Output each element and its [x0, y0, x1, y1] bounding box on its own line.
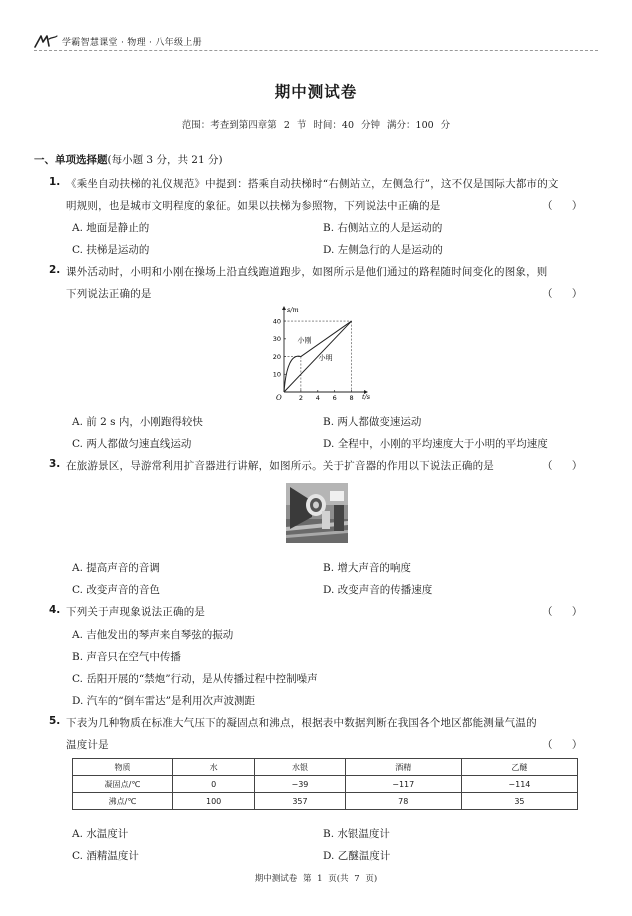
question-text: 下表为几种物质在标准大气压下的凝固点和沸点，根据表中数据判断在我国各个地区都能测量气温的: [66, 717, 537, 729]
y-tick-label: 30: [272, 335, 281, 344]
table-header-cell: 水: [173, 759, 255, 776]
option-d[interactable]: D. 改变声音的传播速度: [323, 584, 433, 596]
running-header: [34, 34, 202, 48]
substance-table: [72, 758, 578, 810]
y-tick-label: 20: [272, 352, 281, 361]
question-number: 5.: [49, 715, 61, 727]
y-tick-label: 40: [272, 317, 281, 326]
x-axis-label: t/s: [362, 393, 371, 401]
table-header-row: [73, 759, 578, 776]
section-heading: [34, 152, 223, 167]
y-axis-arrow: [282, 306, 286, 310]
series-title: 学霸智慧课堂 · 物理 · 八年级上册: [62, 37, 202, 48]
table-cell: 沸点/℃: [73, 793, 173, 810]
x-tick-label: 2: [298, 394, 303, 402]
brand-logo: [34, 34, 58, 48]
option-b[interactable]: B. 两人都做变速运动: [323, 416, 422, 428]
option-b[interactable]: B. 增大声音的响度: [323, 562, 411, 574]
option-c[interactable]: C. 改变声音的音色: [72, 584, 160, 596]
answer-blank[interactable]: （ ）: [542, 200, 591, 212]
option-b[interactable]: B. 水银温度计: [323, 828, 390, 840]
megaphone-photo: [286, 483, 348, 543]
table-header-cell: 物质: [73, 759, 173, 776]
answer-blank[interactable]: （ ）: [542, 739, 591, 751]
series-label: 小明: [318, 354, 333, 363]
question-number: 1.: [49, 176, 61, 188]
question-text: 课外活动时，小明和小刚在操场上沿直线跑道跑步，如图所示是他们通过的路程随时间变化的图象，则: [66, 266, 548, 278]
section-title: 一、单项选择题: [34, 154, 108, 166]
section-note: (每小题 3 分，共 21 分): [107, 154, 223, 166]
table-cell: −39: [255, 776, 345, 793]
table-header-cell: 酒精: [345, 759, 461, 776]
table-cell: 100: [173, 793, 255, 810]
x-tick-label: 8: [349, 394, 354, 402]
table-cell: 凝固点/℃: [73, 776, 173, 793]
answer-blank[interactable]: （ ）: [542, 288, 591, 300]
table-header-cell: 水银: [255, 759, 345, 776]
table-cell: 0: [173, 776, 255, 793]
exam-info: 范围：考查到第四章第 2 节 时间：40 分钟 满分：100 分: [181, 120, 451, 131]
header-divider: [34, 50, 598, 51]
table-cell: −114: [461, 776, 577, 793]
y-tick-label: 10: [272, 370, 281, 379]
question-text: 下列关于声现象说法正确的是: [66, 606, 206, 618]
option-c[interactable]: C. 扶梯是运动的: [72, 244, 150, 256]
option-a[interactable]: A. 提高声音的音调: [72, 562, 160, 574]
question-text: 在旅游景区，导游常利用扩音器进行讲解，如图所示。关于扩音器的作用以下说法正确的是: [66, 460, 494, 472]
table-header-cell: 乙醚: [461, 759, 577, 776]
option-d[interactable]: D. 左侧急行的人是运动的: [323, 244, 443, 256]
option-a[interactable]: A. 地面是静止的: [72, 222, 150, 234]
question-number: 3.: [49, 458, 61, 470]
option-d[interactable]: D. 全程中，小刚的平均速度大于小明的平均速度: [323, 438, 548, 450]
option-a[interactable]: A. 水温度计: [72, 828, 129, 840]
table-cell: 35: [461, 793, 577, 810]
question-text: 温度计是: [66, 739, 109, 751]
table-cell: 78: [345, 793, 461, 810]
table-cell: −117: [345, 776, 461, 793]
option-d[interactable]: D. 汽车的“倒车雷达”是利用次声波测距: [72, 695, 255, 707]
distance-time-graph: [264, 306, 371, 404]
question-text: 下列说法正确的是: [66, 288, 152, 300]
option-c[interactable]: C. 酒精温度计: [72, 850, 139, 862]
x-tick-label: 6: [332, 394, 337, 402]
origin-label: O: [276, 394, 282, 402]
table-row: [73, 776, 578, 793]
series-label: 小刚: [297, 336, 312, 345]
option-c[interactable]: C. 两人都做匀速直线运动: [72, 438, 192, 450]
option-a[interactable]: A. 前 2 s 内，小刚跑得较快: [72, 416, 203, 428]
page-footer: 期中测试卷 第 1 页(共 7 页): [254, 874, 378, 884]
x-tick-label: 4: [315, 394, 320, 402]
page-title: 期中测试卷: [274, 83, 358, 101]
answer-blank[interactable]: （ ）: [542, 606, 591, 618]
question-text: 明规则，也是城市文明程度的象征。如果以扶梯为参照物，下列说法中正确的是: [66, 200, 441, 212]
option-b[interactable]: B. 声音只在空气中传播: [72, 651, 181, 663]
y-axis-label: s/m: [287, 306, 299, 314]
table-row: [73, 793, 578, 810]
answer-blank[interactable]: （ ）: [542, 460, 591, 472]
option-a[interactable]: A. 吉他发出的琴声来自琴弦的振动: [72, 629, 234, 641]
question-text: 《乘坐自动扶梯的礼仪规范》中提到：搭乘自动扶梯时“右侧站立，左侧急行”，这不仅是国际大都市的文: [66, 178, 559, 190]
table-cell: 357: [255, 793, 345, 810]
option-c[interactable]: C. 岳阳开展的“禁炮”行动，是从传播过程中控制噪声: [72, 673, 318, 685]
option-d[interactable]: D. 乙醚温度计: [323, 850, 391, 862]
option-b[interactable]: B. 右侧站立的人是运动的: [323, 222, 443, 234]
question-number: 2.: [49, 264, 61, 276]
question-number: 4.: [49, 604, 61, 616]
